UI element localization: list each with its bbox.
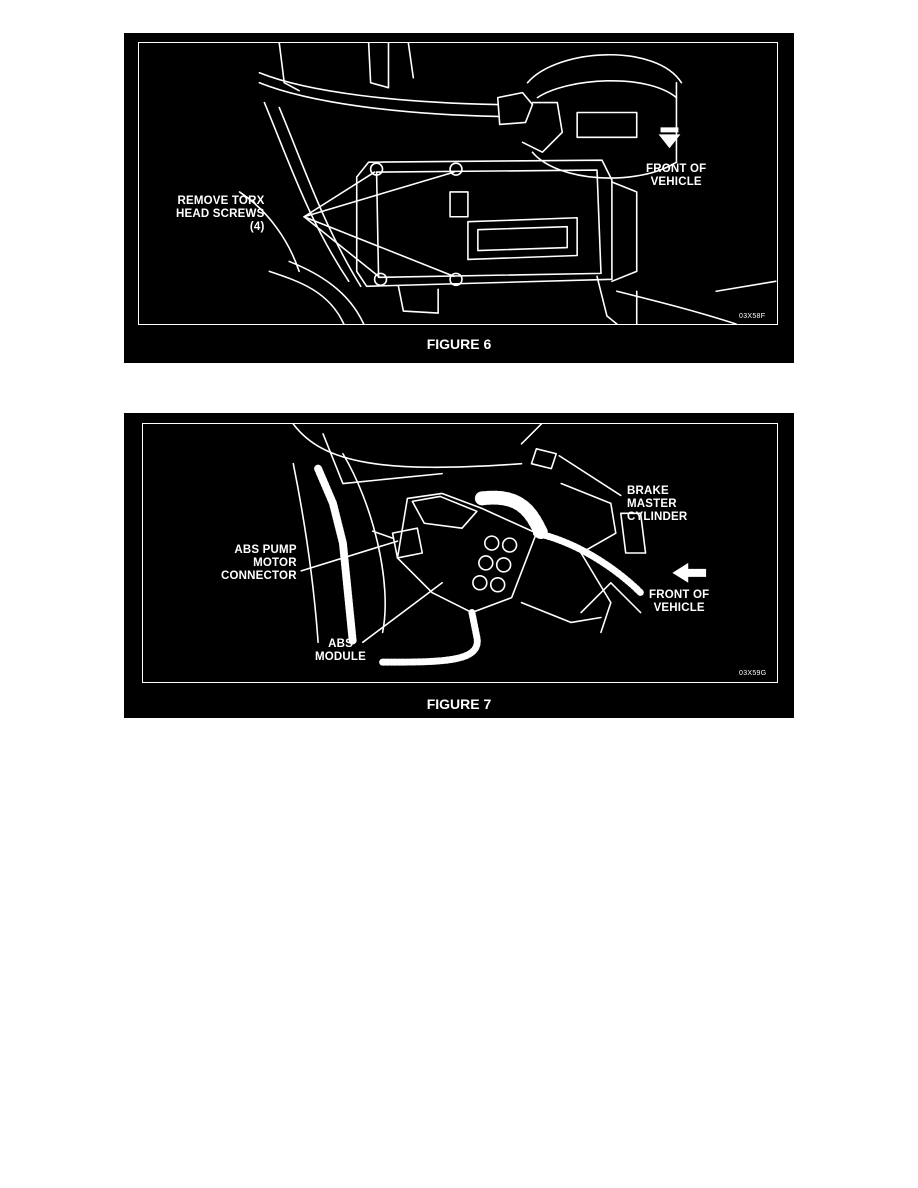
remove-torx-screws-callout: REMOVE TORX HEAD SCREWS (4) — [176, 195, 265, 233]
figure-caption: FIGURE 6 — [426, 336, 492, 352]
abs-pump-motor-connector-callout: ABS PUMP MOTOR CONNECTOR — [221, 544, 297, 582]
front-arrow-icon — [672, 563, 706, 583]
figure-7 — [124, 413, 794, 718]
figure-6 — [124, 33, 794, 363]
abs-module-callout: ABS MODULE — [315, 638, 367, 663]
front-of-vehicle-callout: FRONT OF VEHICLE — [649, 589, 710, 614]
figure-6-illustration-frame — [138, 42, 778, 325]
figure-code: 03X58F — [739, 313, 766, 320]
figure-code: 03X59G — [739, 670, 767, 677]
figure-7-illustration-frame — [142, 423, 778, 683]
figure-caption: FIGURE 7 — [426, 696, 492, 712]
front-of-vehicle-callout: FRONT OF VEHICLE — [646, 163, 707, 188]
brake-master-cylinder-callout: BRAKE MASTER CYLINDER — [627, 485, 688, 523]
